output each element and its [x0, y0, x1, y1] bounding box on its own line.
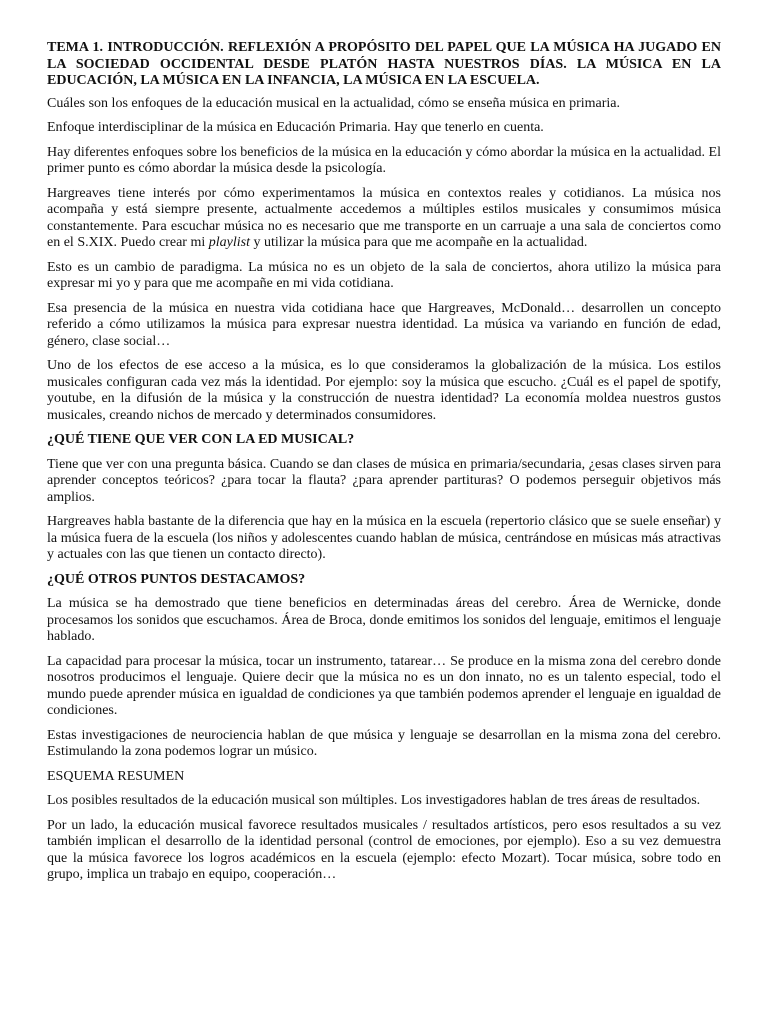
paragraph: Hay diferentes enfoques sobre los beneficios de la música en la educación y cómo abordar la música en la actualidad. El primer punto es cómo abordar la música desde la psicología.	[47, 144, 721, 176]
paragraph: Hargreaves habla bastante de la diferencia que hay en la música en la escuela (repertorio clásico que se suele enseñar) y la música fuera de la escuela (los niños y adolescentes cuando hablan de música, centrándose en músicas más atractivas y actuales con las que tienen un contacto directo).	[47, 514, 721, 562]
paragraph: Esa presencia de la música en nuestra vida cotidiana hace que Hargreaves, McDonald… desarrollen un concepto referido a cómo utilizamos la música para expresar nuestra identidad. La música va variando en función de edad, género, clase social…	[47, 300, 721, 349]
section-heading: ¿QUÉ OTROS PUNTOS DESTACAMOS?	[47, 571, 306, 587]
paragraph: La capacidad para procesar la música, tocar un instrumento, tatarear… Se produce en la misma zona del cerebro donde nosotros producimos el lenguaje. Quiere decir que la música no es un don innato, no es un talento especial, todo el mundo puede aprender música en igualdad de condiciones ya que también podemos aprender el lenguaje en igualdad de condiciones.	[47, 653, 721, 718]
paragraph: Tiene que ver con una pregunta básica. Cuando se dan clases de música en primaria/secundaria, ¿esas clases sirven para aprender conceptos teóricos? ¿para tocar la flauta? ¿para aprender partituras? O podemos perseguir objetivos más amplios.	[47, 456, 721, 505]
paragraph-text: Hargreaves tiene interés por cómo experimentamos la música en contextos reales y cotidianos. La música nos acompaña y está siempre presente, actualmente accedemos a múltiples estilos musicales y consumimos música constantemente. Para escuchar música no es necesario que me transporte en un carruaje a una sala de conciertos como en el S.XIX. Puedo crear mi	[47, 185, 721, 250]
document-title: TEMA 1. INTRODUCCIÓN. REFLEXIÓN A PROPÓSITO DEL PAPEL QUE LA MÚSICA HA JUGADO EN LA SOCIEDAD OCCIDENTAL DESDE PLATÓN HASTA NUESTROS DÍAS. LA MÚSICA EN LA EDUCACIÓN, LA MÚSICA EN LA INFANCIA, LA MÚSICA EN LA ESCUELA.	[47, 40, 721, 88]
paragraph: Cuáles son los enfoques de la educación musical en la actualidad, cómo se enseña música en primaria.	[47, 95, 621, 111]
paragraph: Esto es un cambio de paradigma. La música no es un objeto de la sala de conciertos, ahora utilizo la música para expresar mi yo y para que me acompañe en mi vida cotidiana.	[47, 259, 721, 291]
paragraph: Uno de los efectos de ese acceso a la música, es lo que consideramos la globalización de la música. Los estilos musicales configuran cada vez más la identidad. Por ejemplo: soy la música que escucho. ¿Cuál es el papel de spotify, youtube, en la difusión de la música y la construcción de nuestra identidad? La economía moldea nuestros gustos musicales, creando nichos de mercado y determinados consumidores.	[47, 358, 721, 423]
italic-term: playlist	[208, 235, 250, 250]
paragraph: Los posibles resultados de la educación musical son múltiples. Los investigadores hablan de tres áreas de resultados.	[47, 793, 701, 808]
paragraph-text: y utilizar la música para que me acompañe en la actualidad.	[249, 235, 588, 250]
paragraph: La música se ha demostrado que tiene beneficios en determinadas áreas del cerebro. Área de Wernicke, donde procesamos los sonidos que escuchamos. Área de Broca, donde emitimos los sonidos del lenguaje, emitimos el lenguaje hablado.	[47, 596, 721, 644]
paragraph: Enfoque interdisciplinar de la música en Educación Primaria. Hay que tenerlo en cuenta.	[47, 120, 544, 135]
section-heading: ¿QUÉ TIENE QUE VER CON LA ED MUSICAL?	[47, 432, 355, 447]
paragraph: Estas investigaciones de neurociencia hablan de que música y lenguaje se desarrollan en la misma zona del cerebro. Estimulando la zona podemos lograr un músico.	[47, 727, 721, 759]
paragraph-playlist	[47, 186, 721, 252]
paragraph: Por un lado, la educación musical favorece resultados musicales / resultados artísticos, pero esos resultados a su vez también implican el desarrollo de la identidad personal (control de emociones, por ejemplo). Eso a su vez demuestra que la música favorece los logros académicos en la escuela (ejemplo: efecto Mozart). Tocar música, sobre todo en grupo, implica un trabajo en equipo, cooperación…	[47, 817, 721, 882]
section-heading: ESQUEMA RESUMEN	[47, 768, 185, 784]
